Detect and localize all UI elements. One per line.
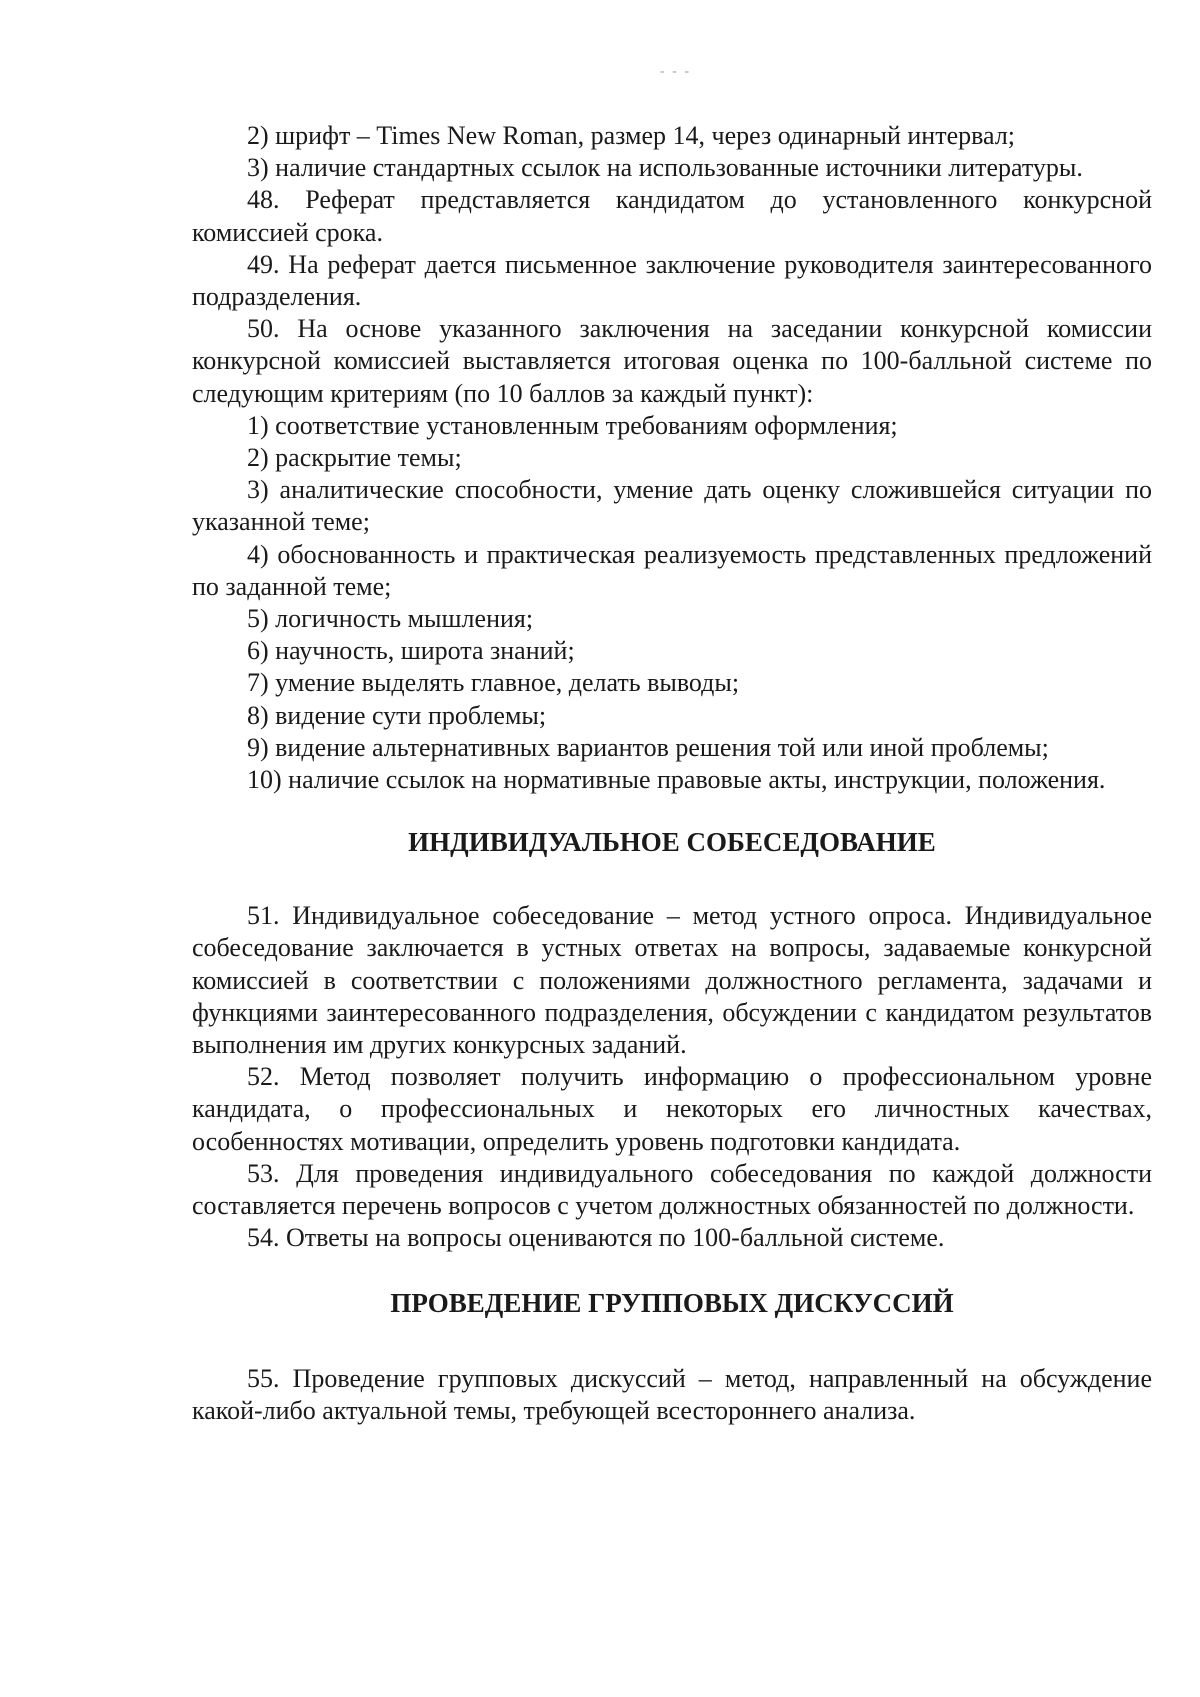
paragraph: 48. Реферат представляется кандидатом до установленного конкурсной комиссией срока. bbox=[192, 185, 1152, 247]
section-heading-group-discussions: ПРОВЕДЕНИЕ ГРУППОВЫХ ДИСКУССИЙ bbox=[390, 1287, 954, 1318]
paragraph: 8) видение сути проблемы; bbox=[247, 700, 547, 730]
paragraph: 6) научность, широта знаний; bbox=[247, 636, 575, 666]
paragraph: 1) соответствие установленным требованиям оформления; bbox=[247, 410, 898, 440]
paragraph: 9) видение альтернативных вариантов решения той или иной проблемы; bbox=[247, 732, 1049, 762]
paragraph: 55. Проведение групповых дискуссий – метод, направленный на обсуждение какой-либо актуальной темы, требующей всестороннего анализа. bbox=[192, 1363, 1152, 1425]
document-body bbox=[192, 120, 1152, 1427]
paragraph: 3) аналитические способности, умение дать оценку сложившейся ситуации по указанной теме; bbox=[192, 475, 1152, 537]
scan-mark: - - - bbox=[660, 64, 691, 79]
paragraph: 3) наличие стандартных ссылок на использованные источники литературы. bbox=[247, 153, 1083, 183]
paragraph: 10) наличие ссылок на нормативные правовые акты, инструкции, положения. bbox=[247, 765, 1106, 795]
paragraph: 2) шрифт – Times New Roman, размер 14, через одинарный интервал; bbox=[247, 121, 1016, 150]
paragraph: 53. Для проведения индивидуального собеседования по каждой должности составляется перечень вопросов с учетом должностных обязанностей по должности. bbox=[192, 1158, 1152, 1221]
paragraph: 2) раскрытие темы; bbox=[247, 443, 462, 473]
paragraph: 54. Ответы на вопросы оцениваются по 100-балльной системе. bbox=[247, 1223, 945, 1253]
section-heading-interview: ИНДИВИДУАЛЬНОЕ СОБЕСЕДОВАНИЕ bbox=[408, 827, 936, 858]
paragraph: 51. Индивидуальное собеседование – метод устного опроса. Индивидуальное собеседование заключается в устных ответах на вопросы, задаваемые конкурсной комиссией в соответствии с положениями должностного регламента, задачами и функциями заинтересованного подразделения, обсуждении с кандидатом результатов выполнения им других конкурсных заданий. bbox=[192, 901, 1152, 1060]
paragraph: 4) обоснованность и практическая реализуемость представленных предложений по заданной теме; bbox=[192, 539, 1152, 601]
paragraph: 49. На реферат дается письменное заключение руководителя заинтересованного подразделения. bbox=[192, 249, 1152, 312]
paragraph: 7) умение выделять главное, делать выводы; bbox=[247, 668, 740, 698]
paragraph: 52. Метод позволяет получить информацию о профессиональном уровне кандидата, о профессиональных и некоторых его личностных качествах, особенностях мотивации, определить уровень подготовки кандидата. bbox=[192, 1062, 1152, 1156]
paragraph: 50. На основе указанного заключения на заседании конкурсной комиссии конкурсной комиссией выставляется итоговая оценка по 100-балльной системе по следующим критериям (по 10 баллов за каждый пункт): bbox=[192, 314, 1152, 408]
paragraph: 5) логичность мышления; bbox=[247, 604, 534, 634]
